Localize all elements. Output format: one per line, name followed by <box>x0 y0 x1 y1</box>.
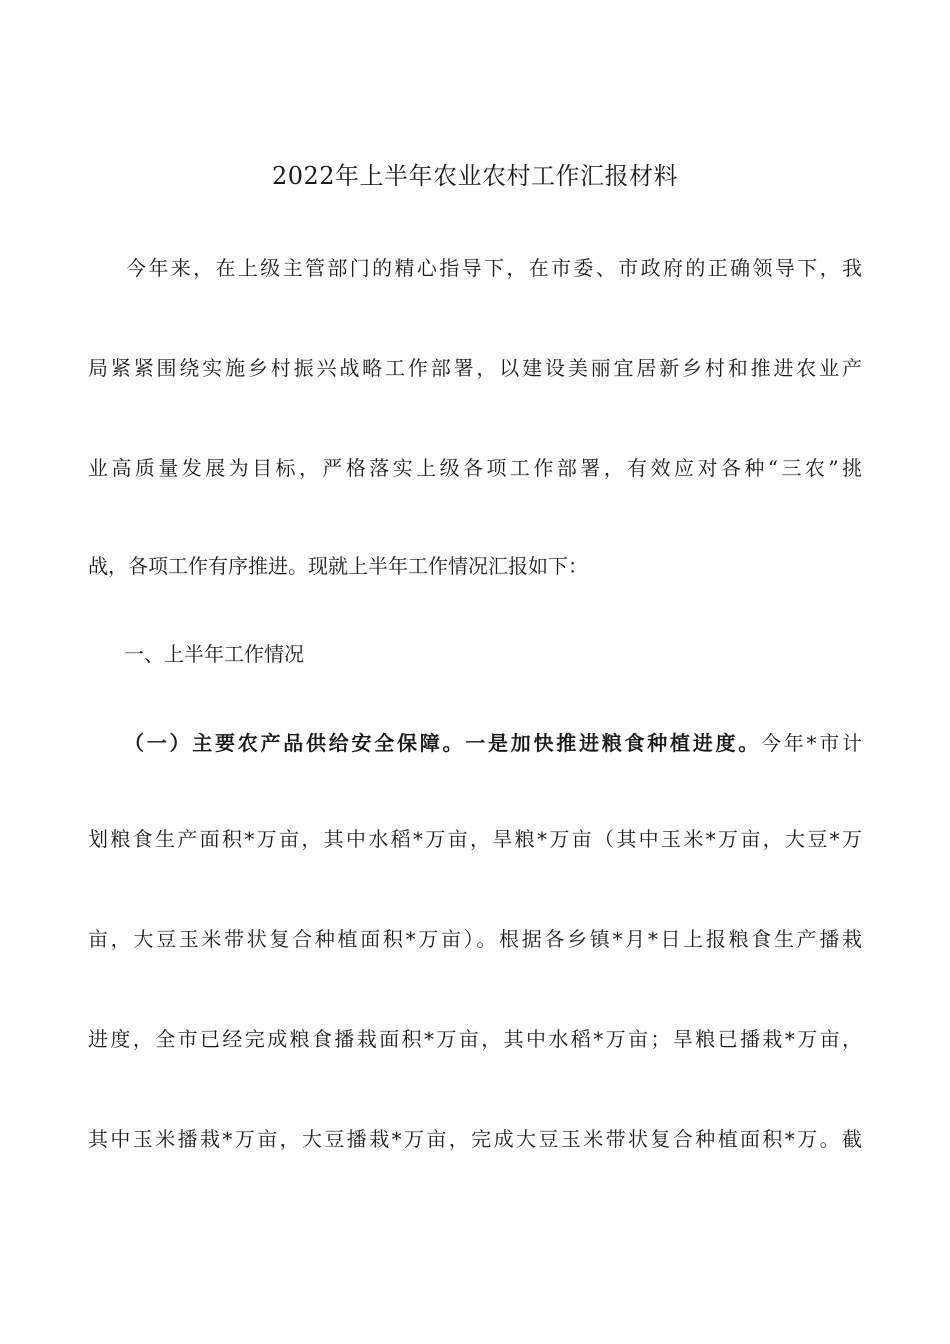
intro-line: 局紧紧围绕实施乡村振兴战略工作部署，以建设美丽宜居新乡村和推进农业产 <box>88 356 862 380</box>
body-line: 划粮食生产面积*万亩，其中水稻*万亩，旱粮*万亩（其中玉米*万亩，大豆*万 <box>88 827 862 851</box>
body-line: 其中玉米播栽*万亩，大豆播栽*万亩，完成大豆玉米带状复合种植面积*万。截 <box>88 1127 862 1151</box>
subsection-first-line <box>124 726 862 760</box>
subsection-heading: （一）主要农产品供给安全保障。 <box>124 731 466 755</box>
document-title: 2022年上半年农业农村工作汇报材料 <box>271 162 679 190</box>
intro-line: 业高质量发展为目标，严格落实上级各项工作部署，有效应对各种“三农”挑 <box>88 456 862 480</box>
section-heading: 一、上半年工作情况 <box>124 642 304 666</box>
body-line: 进度，全市已经完成粮食播栽面积*万亩，其中水稻*万亩；旱粮已播栽*万亩， <box>88 1027 862 1051</box>
subsection-first-line-rest: 今年*市计 <box>761 731 862 755</box>
intro-line: 战，各项工作有序推进。现就上半年工作情况汇报如下： <box>88 554 588 578</box>
subsection-lead: 一是加快推进粮食种植进度。 <box>465 731 761 755</box>
intro-line: 今年来，在上级主管部门的精心指导下，在市委、市政府的正确领导下，我 <box>126 256 862 280</box>
body-line: 亩，大豆玉米带状复合种植面积*万亩）。根据各乡镇*月*日上报粮食生产播栽 <box>88 927 862 951</box>
